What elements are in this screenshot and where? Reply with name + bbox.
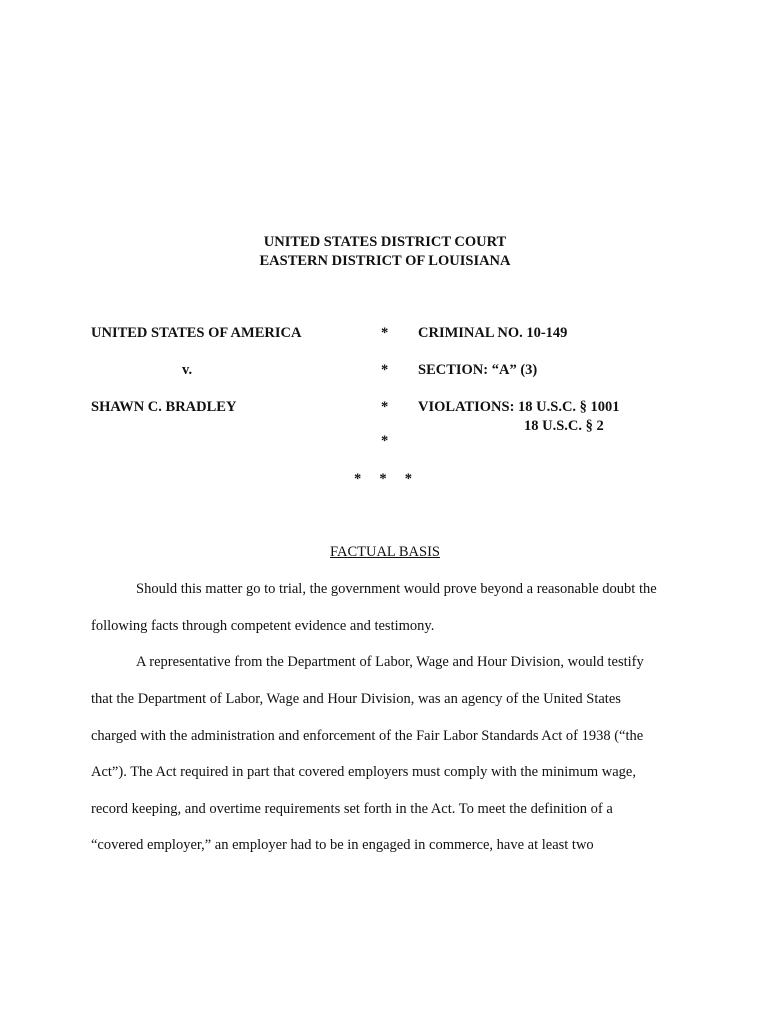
caption-plaintiff: UNITED STATES OF AMERICA bbox=[91, 325, 302, 341]
body-line-2: following facts through competent evidence and testimony. bbox=[91, 618, 435, 634]
document-title: FACTUAL BASIS bbox=[330, 544, 440, 560]
caption-star-1: * bbox=[381, 325, 389, 341]
body-line-6: Act”). The Act required in part that covered employers must comply with the minimum wage, bbox=[91, 764, 636, 780]
caption-separator: * * * bbox=[354, 471, 412, 487]
body-line-8: “covered employer,” an employer had to be in engaged in commerce, have at least two bbox=[91, 837, 594, 853]
body-line-3: A representative from the Department of Labor, Wage and Hour Division, would testify bbox=[136, 654, 644, 670]
caption-defendant: SHAWN C. BRADLEY bbox=[91, 399, 237, 415]
caption-star-4: * bbox=[381, 433, 389, 449]
body-line-5: charged with the administration and enforcement of the Fair Labor Standards Act of 1938 (“the bbox=[91, 728, 644, 744]
body-line-1: Should this matter go to trial, the government would prove beyond a reasonable doubt the bbox=[136, 581, 657, 597]
court-district: EASTERN DISTRICT OF LOUISIANA bbox=[259, 253, 511, 269]
caption-star-3: * bbox=[381, 399, 389, 415]
caption-section: SECTION: “A” (3) bbox=[418, 362, 538, 378]
caption-violations: VIOLATIONS: 18 U.S.C. § 1001 bbox=[418, 399, 620, 415]
caption-versus: v. bbox=[182, 362, 193, 378]
caption-criminal-number: CRIMINAL NO. 10-149 bbox=[418, 325, 568, 341]
body-line-4: that the Department of Labor, Wage and Hour Division, was an agency of the United States bbox=[91, 691, 621, 707]
court-name: UNITED STATES DISTRICT COURT bbox=[263, 234, 507, 250]
caption-star-2: * bbox=[381, 362, 389, 378]
body-line-7: record keeping, and overtime requirements set forth in the Act. To meet the definition of a bbox=[91, 801, 613, 817]
caption-violations-second: 18 U.S.C. § 2 bbox=[524, 418, 604, 434]
